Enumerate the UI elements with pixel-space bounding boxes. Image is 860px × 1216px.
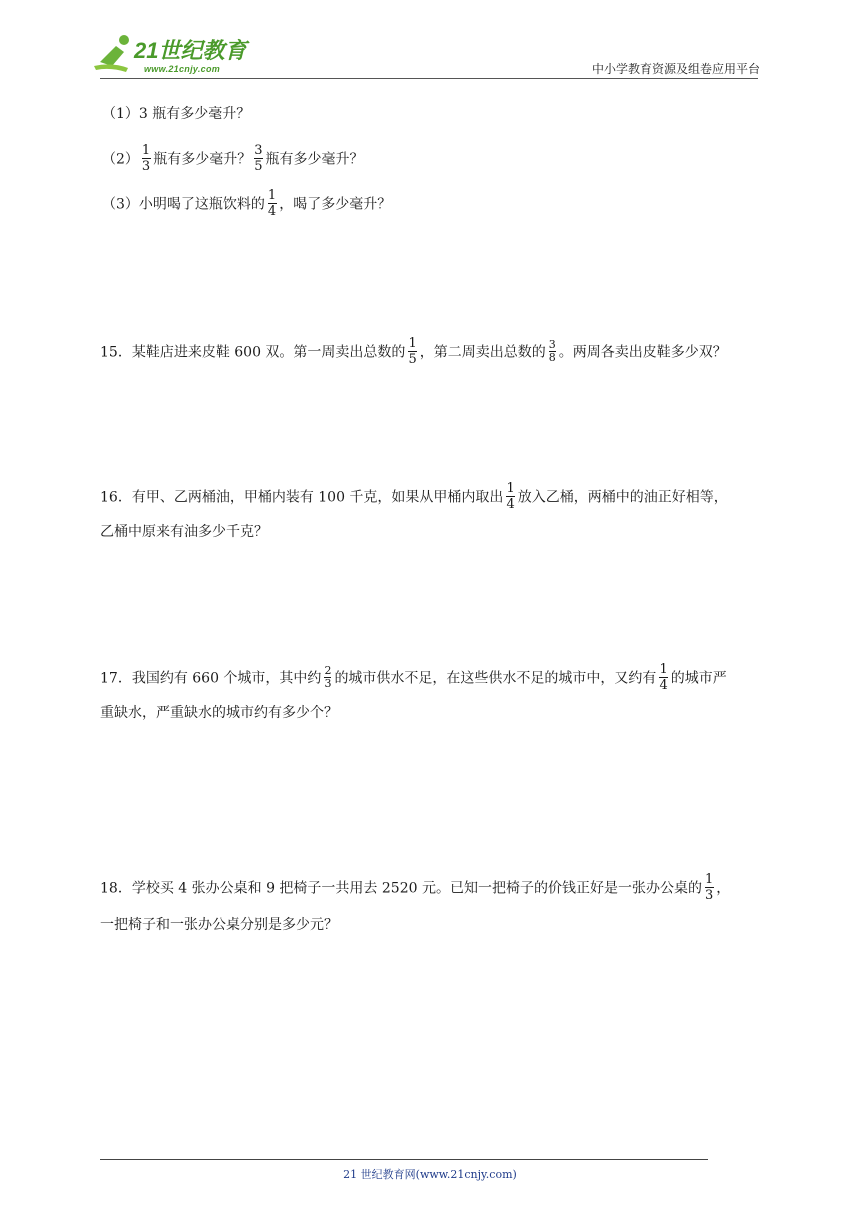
fraction — [141, 143, 151, 174]
page-header — [0, 0, 860, 80]
q17-prefix: 17．我国约有 660 个城市，其中约 — [100, 670, 322, 687]
question-16-line-2: 乙桶中原来有油多少千克？ — [100, 524, 268, 540]
svg-text:21世纪教育: 21世纪教育 — [134, 38, 247, 63]
fraction-denominator: 8 — [548, 351, 556, 364]
q15-suffix: 。两周各卖出皮鞋多少双？ — [558, 344, 727, 361]
question-18 — [100, 873, 730, 904]
q16-prefix: 16．有甲、乙两桶油，甲桶内装有 100 千克，如果从甲桶内取出 — [100, 489, 504, 506]
fraction-numerator: 2 — [324, 664, 332, 677]
fraction-denominator: 5 — [408, 352, 417, 367]
fraction — [253, 143, 263, 174]
fraction-numerator: 1 — [506, 481, 515, 496]
q15-mid: ，第二周卖出总数的 — [419, 344, 546, 361]
fraction-denominator: 4 — [506, 497, 515, 512]
fraction-denominator: 5 — [254, 159, 263, 174]
fraction — [323, 665, 332, 690]
question-17 — [100, 663, 727, 694]
q15-prefix: 15．某鞋店进来皮鞋 600 双。第一周卖出总数的 — [100, 344, 406, 361]
fraction-denominator: 4 — [659, 678, 668, 693]
fraction — [658, 662, 668, 693]
fraction-numerator: 3 — [254, 143, 263, 158]
q16-suffix: 放入乙桶，两桶中的油正好相等， — [517, 489, 728, 506]
q14-part-2 — [102, 144, 363, 175]
fraction-denominator: 3 — [141, 159, 151, 174]
question-17-line-2: 重缺水，严重缺水的城市约有多少个？ — [100, 705, 338, 721]
fraction — [267, 188, 277, 219]
q14-part-1-text: （1）3 瓶有多少毫升？ — [102, 106, 251, 122]
fraction-numerator: 1 — [267, 188, 277, 203]
platform-label: 中小学教育资源及组卷应用平台 — [591, 62, 760, 76]
q14-part-2-mid: 瓶有多少毫升？ — [153, 151, 252, 168]
header-divider — [100, 78, 758, 79]
fraction — [548, 339, 557, 364]
q18-prefix: 18．学校买 4 张办公桌和 9 把椅子一共用去 2520 元。已知一把椅子的价钱正好是一张办公桌的 — [100, 880, 702, 897]
logo-url-text: www.21cnjy.com — [144, 64, 221, 74]
fraction — [704, 872, 714, 903]
footer-divider — [100, 1159, 708, 1160]
question-15 — [100, 337, 727, 368]
q14-part-3-suffix: ，喝了多少毫升？ — [279, 196, 392, 213]
q17-mid: 的城市供水不足，在这些供水不足的城市中，又约有 — [334, 670, 657, 687]
fraction-numerator: 1 — [408, 336, 417, 351]
question-18-line-2: 一把椅子和一张办公桌分别是多少元？ — [100, 917, 338, 933]
q17-suffix: 的城市严 — [670, 670, 727, 687]
q14-part-1 — [102, 104, 250, 124]
fraction-numerator: 1 — [704, 872, 714, 887]
q14-part-2-suffix: 瓶有多少毫升？ — [265, 151, 364, 168]
question-16 — [100, 482, 728, 513]
fraction-numerator: 1 — [659, 662, 668, 677]
fraction-numerator: 1 — [141, 143, 151, 158]
q18-suffix: ， — [716, 880, 731, 897]
fraction-denominator: 3 — [704, 888, 714, 903]
fraction-denominator: 3 — [324, 677, 332, 690]
q14-part-2-prefix: （2） — [102, 151, 139, 168]
footer-text: 21 世纪教育网(www.21cnjy.com) — [343, 1168, 517, 1181]
fraction-numerator: 3 — [548, 338, 556, 351]
fraction-denominator: 4 — [267, 204, 277, 219]
fraction — [505, 481, 515, 512]
fraction — [407, 336, 417, 367]
q14-part-3-prefix: （3）小明喝了这瓶饮料的 — [102, 196, 265, 213]
q14-part-3 — [102, 189, 391, 220]
